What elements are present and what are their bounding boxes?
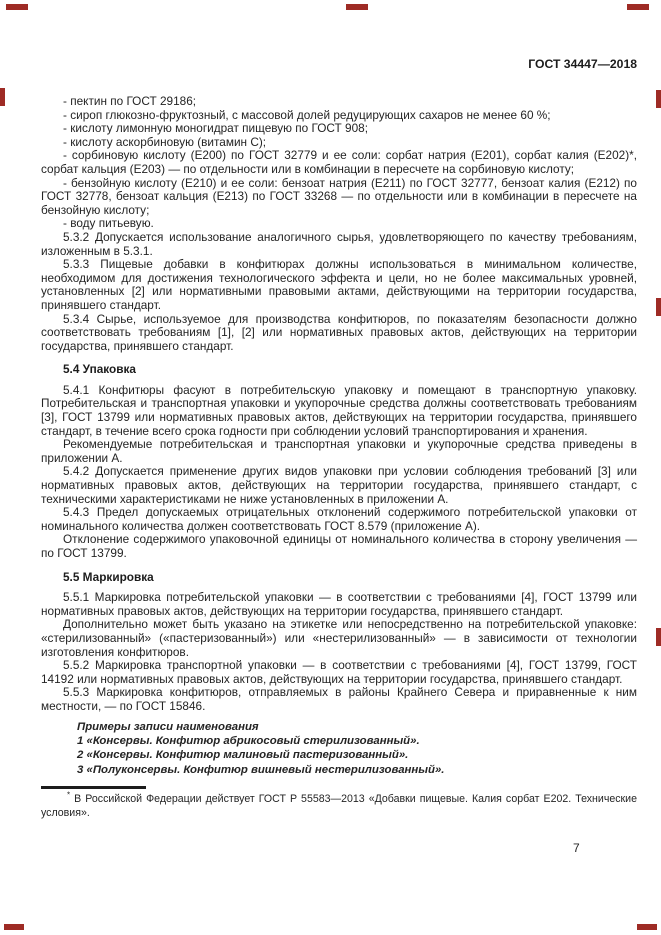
example-item: 1 «Консервы. Конфитюр абрикосовый стерилизованный». <box>77 734 420 747</box>
paragraph: 5.5.2 Маркировка транспортной упаковки — в соответствии с требованиями [4], ГОСТ 13799, ГОСТ 14192 или нормативных правовых актов, действующих на территории государства, принявшего стандарт. <box>41 658 637 686</box>
registration-mark <box>4 924 24 930</box>
paragraph: 5.3.4 Сырье, используемое для производства конфитюров, по показателям безопасности должно соответствовать требованиям [1], [2] или нормативных правовых актов, действующих на территории государства, принявшего стандарт. <box>41 311 637 353</box>
document-content <box>41 0 637 820</box>
registration-mark <box>656 628 661 646</box>
paragraph: Отклонение содержимого упаковочной единицы от номинального количества в сторону увеличения — по ГОСТ 13799. <box>41 532 637 560</box>
registration-mark <box>637 924 657 930</box>
registration-mark <box>656 90 661 108</box>
registration-mark <box>0 88 5 106</box>
paragraph: 5.4.2 Допускается применение других видов упаковки при условии соблюдения требований [3] или нормативных правовых актов, действующих на территории государства, принявшего стандарт, с техническими характеристиками не ниже установленных в приложении А. <box>41 464 637 506</box>
paragraph: 5.3.3 Пищевые добавки в конфитюрах должны использоваться в минимальном количестве, необходимом для достижения технологического эффекта и цели, но не более максимальных уровней, установленных [2] или нормативными правовыми актами, действующими на территории государства, принявшего стандарт. <box>41 257 637 312</box>
list-item: - сорбиновую кислоту (Е200) по ГОСТ 32779 и ее соли: сорбат натрия (Е201), сорбат калия (Е202)*, сорбат кальция (Е203) — по отдельности или в комбинации в пересчете на сорбиновую кислоту; <box>41 148 637 176</box>
footnote-marker: * <box>67 790 71 800</box>
paragraph: 5.5.3 Маркировка конфитюров, отправляемых в районы Крайнего Севера и приравненные к ним местности, — по ГОСТ 15846. <box>41 685 637 713</box>
list-item: - бензойную кислоту (Е210) и ее соли: бензоат натрия (Е211) по ГОСТ 32777, бензоат калия (Е212) по ГОСТ 32778, бензоат кальция (Е213) по ГОСТ 33268 — по отдельности или в комбинации в пересчете на бензойную кислоту; <box>41 175 637 217</box>
paragraph: Дополнительно может быть указано на этикетке или непосредственно на потребительской упаковке: «стерилизованный» («пастеризованный») или «нестерилизованный» — в зависимости от технологии изготовления конфитюров. <box>41 617 637 659</box>
list-item: - кислоту лимонную моногидрат пищевую по ГОСТ 908; <box>63 121 368 136</box>
page-number: 7 <box>573 841 580 855</box>
paragraph: 5.5.1 Маркировка потребительской упаковки — в соответствии с требованиями [4], ГОСТ 13799 или нормативных правовых актов, действующих на территории государства, принявшего стандарт. <box>41 590 637 618</box>
paragraph: 5.4.1 Конфитюры фасуют в потребительскую упаковку и помещают в транспортную упаковку. Потребительская и транспортная упаковки и укупорочные средства должны соответствовать требованиям [3], ГОСТ 13799 или нормативных правовых актов, действующих на территории государства, принявшего стандарт, в течение всего срока годности при соблюдении условий транспортирования и хранения. <box>41 382 637 438</box>
examples-title: Примеры записи наименования <box>77 720 259 733</box>
section-heading-marking: 5.5 Маркировка <box>63 569 154 584</box>
paragraph: Рекомендуемые потребительская и транспортная упаковки и укупорочные средства приведены в приложении А. <box>41 437 637 465</box>
list-item: - воду питьевую. <box>63 216 154 231</box>
footnote <box>41 790 637 820</box>
footnote-text: В Российской Федерации действует ГОСТ Р 55583—2013 «Добавки пищевые. Калия сорбат Е202. Технические условия». <box>41 793 637 819</box>
section-heading-packaging: 5.4 Упаковка <box>63 362 136 377</box>
list-item: - сироп глюкозно-фруктозный, с массовой долей редуцирующих сахаров не менее 60 %; <box>63 107 551 122</box>
examples-block <box>77 720 637 778</box>
list-item: - пектин по ГОСТ 29186; <box>63 94 197 108</box>
registration-mark <box>6 4 28 10</box>
paragraph: 5.4.3 Предел допускаемых отрицательных отклонений содержимого потребительской упаковки от номинального количества должен соответствовать ГОСТ 8.579 (приложение А). <box>41 505 637 533</box>
page-header-code: ГОСТ 34447—2018 <box>528 57 637 71</box>
list-item: - кислоту аскорбиновую (витамин С); <box>63 134 267 149</box>
registration-mark <box>656 298 661 316</box>
example-item: 3 «Полуконсервы. Конфитюр вишневый нестерилизованный». <box>77 763 445 776</box>
example-item: 2 «Консервы. Конфитюр малиновый пастеризованный». <box>77 749 409 762</box>
paragraph: 5.3.2 Допускается использование аналогичного сырья, удовлетворяющего по качеству требованиям, изложенным в 5.3.1. <box>41 229 637 258</box>
footnote-separator <box>41 786 146 789</box>
